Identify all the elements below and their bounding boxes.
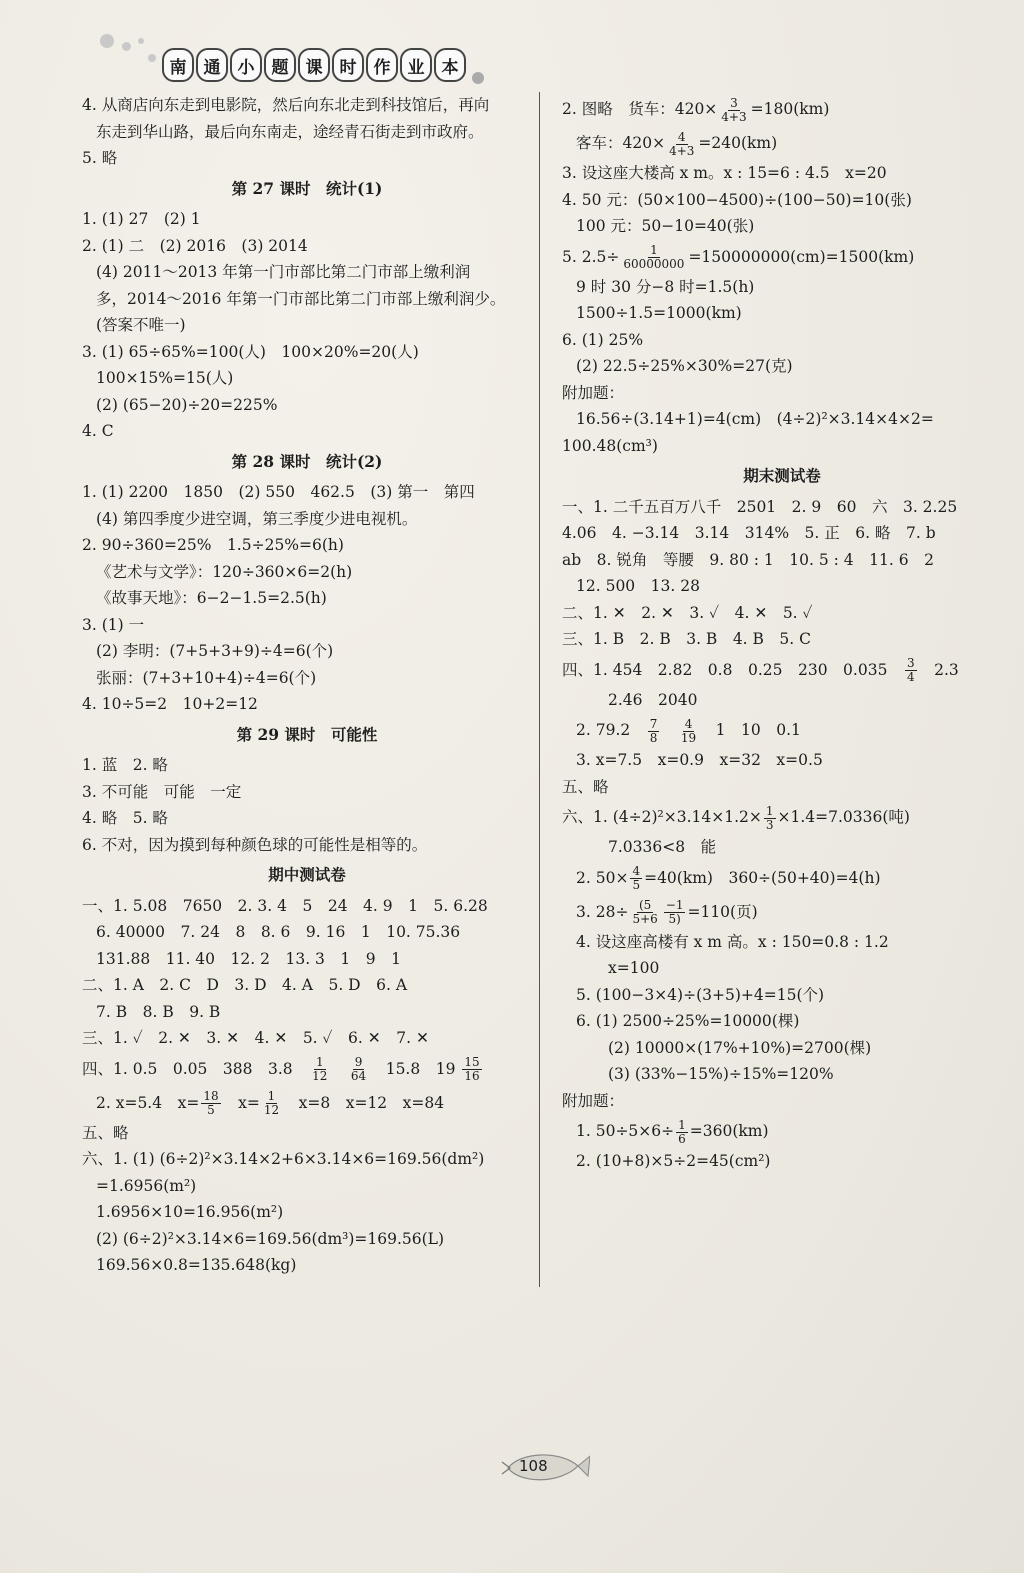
- decor-dot: [472, 72, 484, 84]
- title-char: 本: [434, 48, 466, 82]
- answer-line: 附加题：: [562, 383, 625, 402]
- answer-line: 四、1. 0.5 0.05 388 3.8 $\frac{1}{12}$ $\frac{9}{64}$ 15.8 19 $\frac{15}{16}$: [82, 1055, 480, 1083]
- answer-line: 1. 50÷5×6÷ $\frac{1}{6}$ =360(km): [576, 1117, 769, 1146]
- answer-line: 2. (10+8)×5÷2=45(cm²): [576, 1152, 771, 1170]
- answer-line: 六、1. (4÷2)²×3.14×1.2× $\frac{1}{3}$ ×1.4=7.0336(吨): [562, 803, 910, 832]
- fraction: $\frac{-1}{5)}$: [665, 898, 684, 926]
- answer-line: 100 元：50−10=40(张): [576, 217, 755, 235]
- section-title: 第 28 课时 统计(2): [231, 451, 383, 471]
- answer-line: 三、1. ✓ 2. ✕ 3. ✕ 4. ✕ 5. ✓ 6. ✕ 7. ✕: [82, 1029, 429, 1047]
- answer-line: 100.48(cm³): [562, 436, 658, 455]
- answer-line: 二、1. A 2. C D 3. D 4. A 5. D 6. A: [82, 976, 408, 994]
- section-title: 期中测试卷: [268, 865, 346, 884]
- fraction: $\frac{9}{64}$: [350, 1055, 367, 1083]
- decor-dot: [138, 38, 144, 44]
- fraction: $\frac{1}{12}$: [312, 1055, 328, 1083]
- answer-line: 二、1. ✕ 2. ✕ 3. ✓ 4. ✕ 5. ✓: [562, 603, 813, 622]
- answer-line: 1. (1) 2200 1850 (2) 550 462.5 (3) 第一 第四: [82, 483, 475, 501]
- answer-line: (2) 22.5÷25%×30%=27(克): [576, 357, 793, 375]
- title-char: 小: [230, 48, 262, 82]
- answer-line: 4. 略 5. 略: [82, 809, 168, 827]
- answer-line: =1.6956(m²): [96, 1176, 197, 1195]
- answer-line: 3. 不可能 可能 一定: [82, 782, 242, 801]
- answer-line: 《艺术与文学》：120÷360×6=2(h): [96, 562, 353, 581]
- answer-line: 3. (1) 一: [82, 615, 145, 634]
- answer-line: 9 时 30 分−8 时=1.5(h): [576, 277, 755, 296]
- answer-line: 张丽：(7+3+10+4)÷4=6(个): [96, 668, 317, 687]
- answer-line: 6. (1) 2500÷25%=10000(棵): [576, 1012, 800, 1030]
- answer-line: 五、略: [82, 1123, 129, 1142]
- answer-line: 5. 2.5÷ $\frac{1}{60000000}$ =150000000(cm)=1500(km): [562, 243, 915, 271]
- answer-line: ab 8. 锐角 等腰 9. 80 : 1 10. 5 : 4 11. 6 2: [562, 550, 934, 569]
- answer-line: 100×15%=15(人): [96, 369, 234, 387]
- title-char: 时: [332, 48, 364, 82]
- title-char: 业: [400, 48, 432, 82]
- answer-line: 169.56×0.8=135.648(kg): [96, 1256, 297, 1274]
- fraction: $\frac{18}{5}$: [203, 1089, 219, 1117]
- fraction: $\frac{4}{4+3}$: [669, 129, 695, 158]
- answer-line: 3. 设这座大楼高 x m。x : 15=6 : 4.5 x=20: [562, 164, 887, 182]
- answer-line: (2) (6÷2)²×3.14×6=169.56(dm³)=169.56(L): [96, 1229, 445, 1248]
- header-banner: [100, 34, 500, 90]
- answer-line: 客车：420× $\frac{4}{4+3}$ =240(km): [576, 129, 778, 158]
- section-title: 第 29 课时 可能性: [236, 724, 378, 744]
- answer-line: 2.46 2040: [608, 690, 698, 709]
- answer-line: 6. 不对，因为摸到每种颜色球的可能性是相等的。: [82, 835, 428, 854]
- answer-line: 多，2014～2016 年第一门市部比第二门市部上缴利润少。: [96, 289, 506, 308]
- answer-line: (2) 10000×(17%+10%)=2700(棵): [608, 1038, 872, 1057]
- answer-line: (2) 李明：(7+5+3+9)÷4=6(个): [96, 642, 334, 660]
- answer-line: 东走到华山路，最后向东南走，途经青石街走到市政府。: [96, 122, 484, 141]
- fraction: $\frac{1}{60000000}$: [623, 243, 685, 271]
- answer-line: 3. x=7.5 x=0.9 x=32 x=0.5: [576, 751, 823, 769]
- fraction: $\frac{1}{6}$: [678, 1117, 686, 1146]
- answer-line: 3. 28÷ $\frac{(5}{5+6}$ $\frac{-1}{5)}$ =110(页): [576, 898, 758, 926]
- fraction: $\frac{4}{19}$: [680, 716, 697, 745]
- title-char: 通: [196, 48, 228, 82]
- column-divider: [539, 92, 540, 1287]
- answer-line: 2. 79.2 $\frac{7}{8}$ $\frac{4}{19}$ 1 10 0.1: [576, 716, 801, 745]
- answer-line: 2. 90÷360=25% 1.5÷25%=6(h): [82, 536, 344, 554]
- answer-line: 《故事天地》：6−2−1.5=2.5(h): [96, 589, 327, 607]
- answer-line: 2. (1) 二 (2) 2016 (3) 2014: [82, 236, 308, 255]
- answer-line: (答案不唯一): [96, 316, 186, 334]
- book-title: [162, 48, 466, 82]
- answer-line: (4) 第四季度少进空调，第三季度少进电视机。: [96, 509, 418, 528]
- answer-line: 12. 500 13. 28: [576, 577, 700, 595]
- answer-line: 16.56÷(3.14+1)=4(cm) (4÷2)²×3.14×4×2=: [576, 410, 934, 428]
- section-title: 期末测试卷: [743, 466, 821, 485]
- decor-dot: [148, 54, 156, 62]
- answer-line: (2) (65−20)÷20=225%: [96, 395, 278, 414]
- answer-line: 2. 50× $\frac{4}{5}$ =40(km) 360÷(50+40)=4(h): [576, 864, 881, 892]
- title-char: 题: [264, 48, 296, 82]
- answer-line: 7.0336<8 能: [608, 838, 717, 856]
- answer-line: 4. 设这座高楼有 x m 高。x : 150=0.8 : 1.2: [576, 932, 889, 951]
- answer-line: 1. (1) 27 (2) 1: [82, 210, 201, 228]
- section-title: 第 27 课时 统计(1): [231, 178, 383, 198]
- answer-line: 五、略: [562, 777, 609, 796]
- fraction: $\frac{3}{4+3}$: [721, 95, 747, 124]
- answer-line: 4. 10÷5=2 10+2=12: [82, 695, 258, 713]
- answer-line: 131.88 11. 40 12. 2 13. 3 1 9 1: [96, 949, 401, 968]
- fraction: $\frac{(5}{5+6}$: [632, 898, 658, 926]
- fraction: $\frac{1}{3}$: [765, 803, 774, 832]
- answer-line: 6. (1) 25%: [562, 330, 644, 349]
- answer-line: 1. 蓝 2. 略: [82, 756, 168, 774]
- answer-line: (4) 2011～2013 年第一门市部比第二门市部上缴利润: [96, 263, 471, 281]
- answer-line: 4. C: [82, 422, 114, 440]
- right-column: [562, 92, 1002, 1175]
- answer-line: 1500÷1.5=1000(km): [576, 304, 742, 322]
- fraction: $\frac{1}{12}$: [263, 1089, 280, 1117]
- answer-line: 6. 40000 7. 24 8 8. 6 9. 16 1 10. 75.36: [96, 923, 461, 941]
- answer-line: 3. (1) 65÷65%=100(人) 100×20%=20(人): [82, 342, 419, 361]
- left-column: [82, 92, 532, 1279]
- title-char: 南: [162, 48, 194, 82]
- fraction: $\frac{3}{4}$: [906, 656, 915, 684]
- answer-line: 一、1. 二千五百万八千 2501 2. 9 60 六 3. 2.25: [562, 497, 958, 516]
- fraction: $\frac{4}{5}$: [632, 864, 641, 892]
- decor-dot: [100, 34, 114, 48]
- fraction: $\frac{15}{16}$: [464, 1055, 480, 1083]
- decor-dot: [122, 42, 131, 51]
- page-number: 108: [519, 1457, 548, 1475]
- answer-line: 5. 略: [82, 149, 118, 167]
- answer-line: 一、1. 5.08 7650 2. 3. 4 5 24 4. 9 1 5. 6.28: [82, 896, 488, 915]
- answer-line: x=100: [608, 959, 660, 977]
- answer-line: 4. 50 元：(50×100−4500)÷(100−50)=10(张): [562, 190, 912, 209]
- answer-line: 4. 从商店向东走到电影院，然后向东北走到科技馆后，再向: [82, 96, 490, 114]
- answer-line: 1.6956×10=16.956(m²): [96, 1203, 284, 1221]
- answer-line: 5. (100−3×4)÷(3+5)+4=15(个): [576, 985, 825, 1004]
- title-char: 作: [366, 48, 398, 82]
- answer-line: 7. B 8. B 9. B: [96, 1002, 221, 1021]
- fraction: $\frac{7}{8}$: [649, 716, 658, 745]
- answer-line: (3) (33%−15%)÷15%=120%: [608, 1065, 834, 1083]
- answer-line: 附加题：: [562, 1091, 625, 1110]
- answer-line: 四、1. 454 2.82 0.8 0.25 230 0.035 $\frac{3}{4}$ 2.3: [562, 656, 959, 684]
- answer-line: 4.06 4. −3.14 3.14 314% 5. 正 6. 略 7. b: [562, 524, 936, 542]
- title-char: 课: [298, 48, 330, 82]
- answer-line: 三、1. B 2. B 3. B 4. B 5. C: [562, 630, 811, 648]
- answer-line: 六、1. (1) (6÷2)²×3.14×2+6×3.14×6=169.56(dm²): [82, 1150, 485, 1168]
- answer-line: 2. x=5.4 x= $\frac{18}{5}$ x= $\frac{1}{12}$ x=8 x=12 x=84: [96, 1089, 445, 1117]
- answer-line: 2. 图略 货车：420× $\frac{3}{4+3}$ =180(km): [562, 95, 830, 124]
